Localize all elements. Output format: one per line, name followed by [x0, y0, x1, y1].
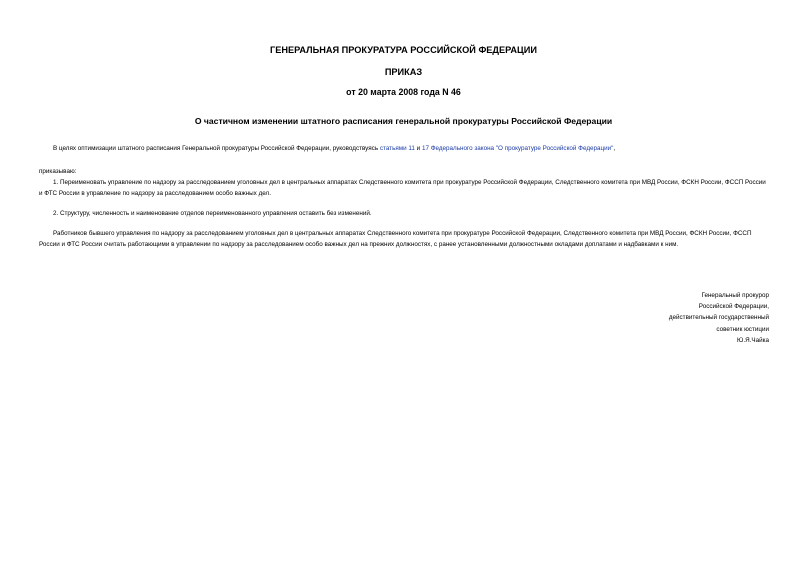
order-item-2: 2. Структуру, численность и наименование отделов переименованного управления оставить без изменений. — [53, 210, 372, 217]
law-article-11-link[interactable]: статьями 11 — [379, 145, 415, 152]
preamble-text-before: В целях оптимизации штатного расписания Генеральной прокуратуры Российской Федерации, руководствуясь — [53, 145, 380, 152]
order-item-1: 1. Переименовать управление по надзору за расследованием уголовных дел в центральных аппаратах Следственного комитета при прокуратуре Российской Федерации, Следственного комитета при МВД России, ФСКН России, ФССП России и ФТС России в управление по надзору за расследованием особо важных дел. — [39, 179, 766, 198]
document-subject: О частичном изменении штатного расписания генеральной прокуратуры Российской Федерации — [194, 116, 613, 126]
law-article-17-link[interactable]: 17 Федерального закона "О прокуратуре Российской Федерации" — [421, 145, 614, 152]
preamble-paragraph — [39, 143, 769, 154]
document-type: ПРИКАЗ — [384, 67, 423, 77]
preamble-text-after: , — [613, 145, 616, 152]
signature-line-3: действительный государственный — [668, 314, 769, 322]
signature-line-2: Российской Федерации, — [698, 303, 769, 311]
preamble-text-mid: и — [414, 145, 422, 152]
signature-line-1: Генеральный прокурор — [701, 292, 769, 299]
signature-block — [669, 290, 769, 346]
document-date-number: от 20 марта 2008 года N 46 — [346, 87, 461, 97]
signature-line-4: советник юстиции — [716, 325, 769, 333]
signature-name: Ю.Я.Чайка — [736, 336, 769, 344]
order-item-3: Работников бывшего управления по надзору за расследованием уголовных дел в центральных аппаратах Следственного комитета при прокуратуре Российской Федерации, Следственного комитета при МВД России, ФСКН России, ФССП России и ФТС России считать работающими в управлении по надзору за расследованием особо важных дел на прежних должностях, с ранее установленными должностными окладами доплатами и надбавками к ним. — [39, 230, 752, 249]
issuing-organization: ГЕНЕРАЛЬНАЯ ПРОКУРАТУРА РОССИЙСКОЙ ФЕДЕРАЦИИ — [270, 45, 537, 55]
order-word: приказываю: — [39, 168, 77, 175]
